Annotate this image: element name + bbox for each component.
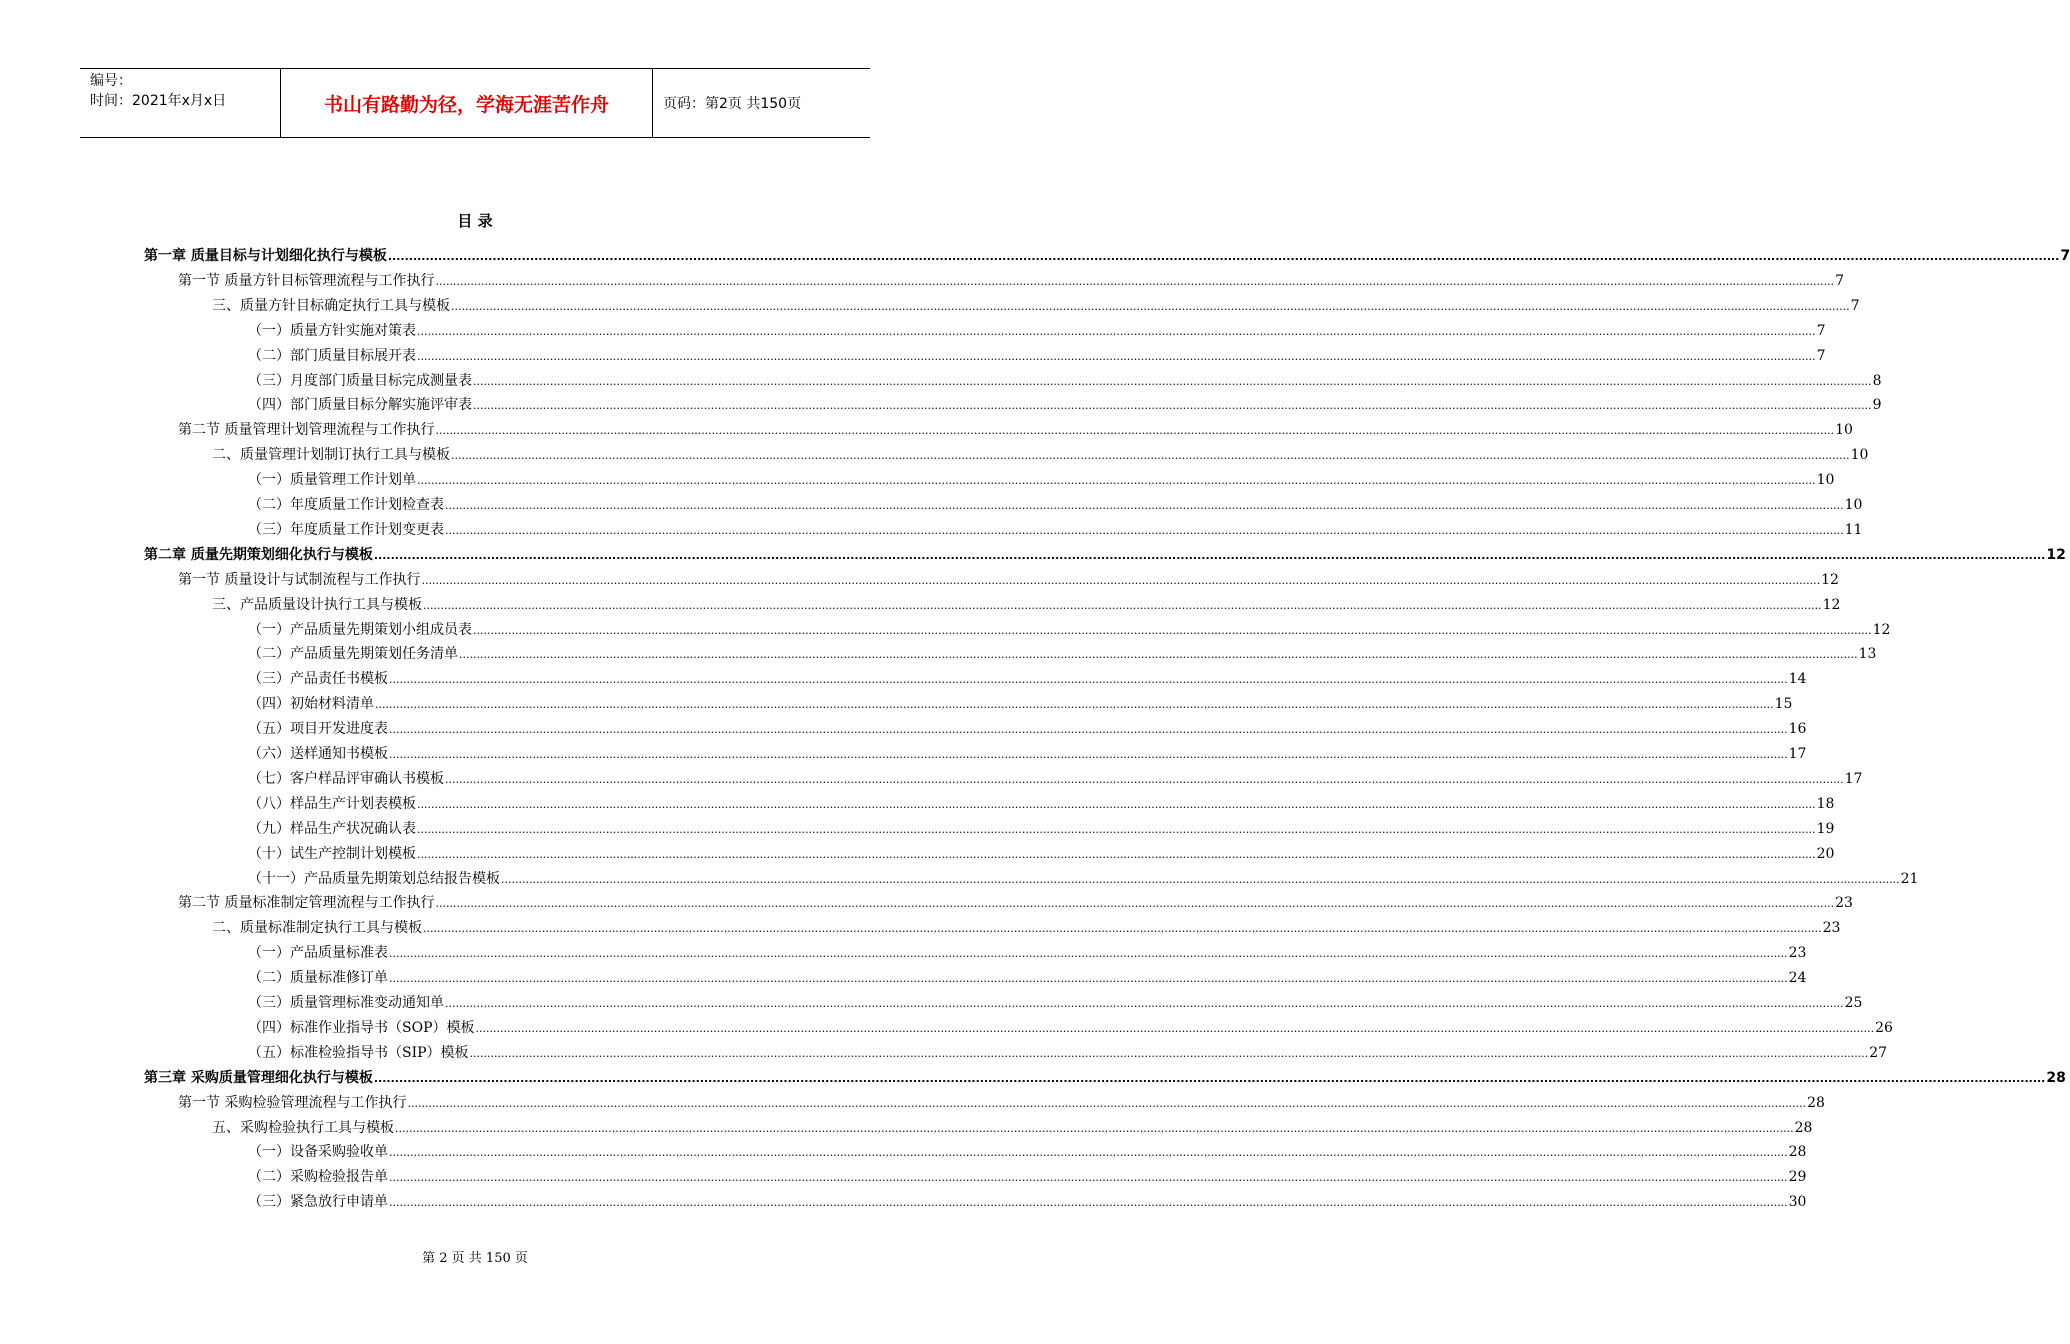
toc-entry[interactable] xyxy=(178,565,1839,589)
header-motto: 书山有路勤为径，学海无涯苦作舟 xyxy=(280,69,653,137)
toc-entry-page: 7 xyxy=(1816,322,1826,339)
toc-chapter-entry[interactable] xyxy=(144,1063,2066,1087)
toc-entry-title: 第二章 质量先期策划细化执行与模板 xyxy=(144,546,373,563)
toc-dot-leader: ................................................................................................................................................................................................................................................................................................................................................................................................................ xyxy=(435,897,1835,911)
toc-entry[interactable] xyxy=(248,814,1835,838)
toc-entry-title: （三）年度质量工作计划变更表 xyxy=(248,521,444,538)
toc-entry[interactable] xyxy=(248,689,1793,713)
toc-entry-page: 8 xyxy=(1872,372,1882,389)
toc-dot-leader: ................................................................................................................................................................................................................................................................................................................................................................................................................ xyxy=(421,573,1821,587)
toc-entry-page: 24 xyxy=(1788,970,1807,987)
toc-entry-page: 10 xyxy=(1850,447,1869,464)
toc-entry-title: （一）质量管理工作计划单 xyxy=(248,472,416,489)
toc-dot-leader: ................................................................................................................................................................................................................................................................................................................................................................................................................ xyxy=(445,772,1844,786)
toc-entry[interactable] xyxy=(248,639,1877,663)
toc-entry-title: 二、质量管理计划制订执行工具与模板 xyxy=(212,447,450,464)
toc-entry-page: 28 xyxy=(1807,1094,1825,1111)
toc-entry[interactable] xyxy=(178,888,1853,912)
toc-entry[interactable] xyxy=(248,1013,1893,1037)
toc-entry[interactable] xyxy=(178,415,1853,439)
toc-entry-title: （三）质量管理标准变动通知单 xyxy=(248,995,444,1011)
toc-dot-leader: ................................................................................................................................................................................................................................................................................................................................................................................................................ xyxy=(395,1121,1794,1135)
toc-dot-leader: ................................................................................................................................................................................................................................................................................................................................................................................................................ xyxy=(435,424,1835,438)
toc-entry-title: （一）设备采购验收单 xyxy=(248,1144,388,1161)
toc-entry-page: 23 xyxy=(1788,945,1807,962)
toc-dot-leader: ................................................................................................................................................................................................................................................................................................................................................................................................................ xyxy=(417,822,1816,836)
toc-entry-title: 第一节 质量设计与试制流程与工作执行 xyxy=(178,571,421,588)
page-header xyxy=(80,68,870,138)
toc-entry-title: （五）标准检验指导书（SIP）模板 xyxy=(248,1044,469,1061)
toc-entry-page: 12 xyxy=(2046,546,2066,563)
toc-entry-title: （十一）产品质量先期策划总结报告模板 xyxy=(248,870,500,887)
toc-dot-leader: ................................................................................................................................................................................................................................................................................................................................................................................................................ xyxy=(389,1196,1788,1210)
toc-entry[interactable] xyxy=(248,465,1835,489)
toc-entry-title: （七）客户样品评审确认书模板 xyxy=(248,770,444,787)
toc-entry-title: （二）年度质量工作计划检查表 xyxy=(248,497,444,513)
toc-entry-page: 21 xyxy=(1900,870,1919,887)
toc-chapter-entry[interactable] xyxy=(144,540,2066,564)
toc-entry-page: 7 xyxy=(2060,248,2070,264)
toc-dot-leader: ................................................................................................................................................................................................................................................................................................................................................................................................................ xyxy=(445,997,1844,1010)
toc-entry-title: 第二节 质量管理计划管理流程与工作执行 xyxy=(178,422,435,439)
toc-entry-page: 30 xyxy=(1788,1194,1807,1211)
toc-dot-leader: ................................................................................................................................................................................................................................................................................................................................................................................................................ xyxy=(473,399,1872,413)
toc-dot-leader: ................................................................................................................................................................................................................................................................................................................................................................................................................ xyxy=(417,847,1816,861)
toc-dot-leader: ................................................................................................................................................................................................................................................................................................................................................................................................................ xyxy=(389,673,1788,687)
toc-entry[interactable] xyxy=(248,1187,1807,1211)
toc-dot-leader: ................................................................................................................................................................................................................................................................................................................................................................................................................ xyxy=(445,499,1844,512)
toc-entry-page: 10 xyxy=(1844,497,1863,513)
toc-dot-leader: ................................................................................................................................................................................................................................................................................................................................................................................................................ xyxy=(417,797,1816,811)
toc-entry[interactable] xyxy=(248,1038,1888,1062)
toc-entry[interactable] xyxy=(248,490,1863,514)
toc-dot-leader: ................................................................................................................................................................................................................................................................................................................................................................................................................ xyxy=(407,1096,1807,1110)
toc-entry[interactable] xyxy=(248,988,1863,1012)
toc-entry[interactable] xyxy=(248,789,1835,813)
toc-entry-title: （二）采购检验报告单 xyxy=(248,1169,388,1186)
toc-entry-title: 三、产品质量设计执行工具与模板 xyxy=(212,596,422,613)
toc-entry-title: 第二节 质量标准制定管理流程与工作执行 xyxy=(178,895,435,912)
toc-title: 目 录 xyxy=(457,212,493,230)
toc-dot-leader: ................................................................................................................................................................................................................................................................................................................................................................................................................ xyxy=(389,748,1788,761)
toc-dot-leader: ................................................................................................................................................................................................................................................................................................................................................................................................................ xyxy=(423,598,1822,612)
toc-entry[interactable] xyxy=(248,341,1826,365)
toc-entry-page: 7 xyxy=(1835,272,1845,289)
toc-entry-page: 13 xyxy=(1858,646,1877,663)
toc-chapter-entry[interactable] xyxy=(144,241,2070,265)
toc-dot-leader: ................................................................................................................................................................................................................................................................................................................................................................................................................ xyxy=(445,523,1844,537)
toc-entry-title: （三）月度部门质量目标完成测量表 xyxy=(248,372,472,389)
toc-entry[interactable] xyxy=(212,440,1869,464)
toc-entry-title: （二）质量标准修订单 xyxy=(248,970,388,987)
document-number-label: 编号： xyxy=(90,73,132,89)
toc-entry-title: （八）样品生产计划表模板 xyxy=(248,795,416,812)
toc-entry-page: 19 xyxy=(1816,820,1835,837)
toc-entry[interactable] xyxy=(248,938,1807,962)
toc-dot-leader: ................................................................................................................................................................................................................................................................................................................................................................................................................ xyxy=(451,299,1850,313)
toc-entry-page: 12 xyxy=(1872,621,1891,638)
toc-dot-leader: ................................................................................................................................................................................................................................................................................................................................................................................................................ xyxy=(389,723,1788,737)
toc-dot-leader: ................................................................................................................................................................................................................................................................................................................................................................................................................ xyxy=(389,947,1788,961)
toc-dot-leader: ................................................................................................................................................................................................................................................................................................................................................................................................................ xyxy=(387,250,2060,263)
toc-entry-page: 28 xyxy=(1794,1119,1813,1136)
toc-entry-page: 25 xyxy=(1844,995,1863,1011)
toc-entry-title: （一）质量方针实施对策表 xyxy=(248,322,416,339)
toc-entry-page: 7 xyxy=(1816,347,1826,364)
toc-entry-page: 29 xyxy=(1788,1169,1807,1186)
toc-entry-title: 第一章 质量目标与计划细化执行与模板 xyxy=(144,248,387,264)
toc-entry[interactable] xyxy=(212,1113,1813,1137)
toc-entry-title: （三）产品责任书模板 xyxy=(248,671,388,688)
toc-dot-leader: ................................................................................................................................................................................................................................................................................................................................................................................................................ xyxy=(469,1046,1869,1060)
toc-entry-title: 二、质量标准制定执行工具与模板 xyxy=(212,920,422,937)
toc-entry[interactable] xyxy=(248,664,1807,688)
toc-dot-leader: ................................................................................................................................................................................................................................................................................................................................................................................................................ xyxy=(389,1171,1788,1185)
toc-entry-page: 9 xyxy=(1872,397,1882,414)
toc-dot-leader: ................................................................................................................................................................................................................................................................................................................................................................................................................ xyxy=(475,1021,1875,1035)
toc-dot-leader: ................................................................................................................................................................................................................................................................................................................................................................................................................ xyxy=(417,324,1816,338)
toc-dot-leader: ................................................................................................................................................................................................................................................................................................................................................................................................................ xyxy=(375,698,1774,712)
toc-dot-leader: ................................................................................................................................................................................................................................................................................................................................................................................................................ xyxy=(417,349,1816,363)
toc-entry[interactable] xyxy=(248,1162,1807,1186)
toc-entry[interactable] xyxy=(248,739,1807,763)
toc-entry[interactable] xyxy=(248,963,1807,987)
toc-entry-page: 17 xyxy=(1788,746,1807,762)
toc-entry-page: 10 xyxy=(1816,472,1835,489)
toc-entry[interactable] xyxy=(212,291,1860,315)
toc-entry-title: 三、质量方针目标确定执行工具与模板 xyxy=(212,297,450,314)
toc-entry-title: 五、采购检验执行工具与模板 xyxy=(212,1119,394,1136)
toc-entry[interactable] xyxy=(248,839,1835,863)
toc-entry[interactable] xyxy=(248,1137,1807,1161)
toc-entry-page: 11 xyxy=(1844,521,1863,538)
toc-entry[interactable] xyxy=(248,316,1826,340)
toc-dot-leader: ................................................................................................................................................................................................................................................................................................................................................................................................................ xyxy=(435,274,1835,288)
toc-entry-page: 23 xyxy=(1822,920,1841,937)
toc-dot-leader: ................................................................................................................................................................................................................................................................................................................................................................................................................ xyxy=(389,1146,1788,1160)
toc-entry-page: 17 xyxy=(1844,770,1863,787)
toc-entry-page: 28 xyxy=(1788,1144,1807,1161)
toc-dot-leader: ................................................................................................................................................................................................................................................................................................................................................................................................................ xyxy=(389,972,1788,986)
toc-entry[interactable] xyxy=(178,266,1845,290)
toc-entry-title: （十）试生产控制计划模板 xyxy=(248,845,416,862)
toc-entry[interactable] xyxy=(248,366,1882,390)
toc-entry-page: 10 xyxy=(1835,422,1853,439)
toc-entry-title: 第三章 采购质量管理细化执行与模板 xyxy=(144,1069,373,1086)
toc-entry-title: （五）项目开发进度表 xyxy=(248,721,388,738)
toc-dot-leader: ................................................................................................................................................................................................................................................................................................................................................................................................................ xyxy=(423,922,1822,936)
toc-entry-title: （四）初始材料清单 xyxy=(248,696,374,713)
toc-entry-page: 14 xyxy=(1788,671,1807,688)
toc-entry[interactable] xyxy=(178,1088,1825,1112)
toc-entry[interactable] xyxy=(248,764,1863,788)
toc-entry-title: （四）标准作业指导书（SOP）模板 xyxy=(248,1019,475,1036)
toc-entry-page: 15 xyxy=(1774,696,1793,713)
toc-entry-page: 26 xyxy=(1875,1019,1893,1036)
toc-entry[interactable] xyxy=(248,714,1807,738)
toc-entry-page: 23 xyxy=(1835,895,1853,912)
toc-entry[interactable] xyxy=(212,913,1841,937)
toc-entry[interactable] xyxy=(248,515,1863,539)
toc-dot-leader: ................................................................................................................................................................................................................................................................................................................................................................................................................ xyxy=(417,474,1816,488)
toc-entry-title: （一）产品质量标准表 xyxy=(248,945,388,962)
toc-entry-title: （六）送样通知书模板 xyxy=(248,746,388,762)
toc-dot-leader: ................................................................................................................................................................................................................................................................................................................................................................................................................ xyxy=(451,449,1850,463)
header-meta xyxy=(80,69,280,137)
toc-entry-title: （二）产品质量先期策划任务清单 xyxy=(248,646,458,663)
toc-dot-leader: ................................................................................................................................................................................................................................................................................................................................................................................................................ xyxy=(473,374,1872,388)
toc-dot-leader: ................................................................................................................................................................................................................................................................................................................................................................................................................ xyxy=(373,548,2046,562)
toc-entry[interactable] xyxy=(248,864,1919,888)
toc-entry-page: 12 xyxy=(1821,571,1839,588)
toc-entry-page: 28 xyxy=(2046,1069,2066,1086)
toc-entry[interactable] xyxy=(248,615,1891,639)
toc-entry[interactable] xyxy=(248,390,1882,414)
toc-dot-leader: ................................................................................................................................................................................................................................................................................................................................................................................................................ xyxy=(501,872,1900,886)
toc-entry[interactable] xyxy=(212,590,1841,614)
toc-entry-page: 20 xyxy=(1816,845,1835,862)
toc-dot-leader: ................................................................................................................................................................................................................................................................................................................................................................................................................ xyxy=(473,623,1872,637)
header-page-info: 页码：第2页 共150页 xyxy=(663,96,802,112)
toc-entry-page: 12 xyxy=(1822,596,1841,613)
toc-entry-title: 第一节 采购检验管理流程与工作执行 xyxy=(178,1094,407,1111)
document-time-label: 时间：2021年x月x日 xyxy=(90,93,227,109)
toc-entry-title: （三）紧急放行申请单 xyxy=(248,1194,388,1211)
toc-entry-title: （九）样品生产状况确认表 xyxy=(248,820,416,837)
toc-entry-title: （二）部门质量目标展开表 xyxy=(248,347,416,364)
page-footer: 第 2 页 共 150 页 xyxy=(422,1251,528,1266)
toc-dot-leader: ................................................................................................................................................................................................................................................................................................................................................................................................................ xyxy=(459,648,1858,662)
toc-dot-leader: ................................................................................................................................................................................................................................................................................................................................................................................................................ xyxy=(373,1071,2046,1085)
toc-entry-title: （一）产品质量先期策划小组成员表 xyxy=(248,621,472,638)
toc-entry-page: 27 xyxy=(1869,1044,1888,1061)
toc-entry-page: 18 xyxy=(1816,795,1835,812)
toc-entry-page: 16 xyxy=(1788,721,1807,738)
toc-entry-page: 7 xyxy=(1850,297,1860,314)
toc-entry-title: （四）部门质量目标分解实施评审表 xyxy=(248,397,472,414)
toc-entry-title: 第一节 质量方针目标管理流程与工作执行 xyxy=(178,272,435,289)
